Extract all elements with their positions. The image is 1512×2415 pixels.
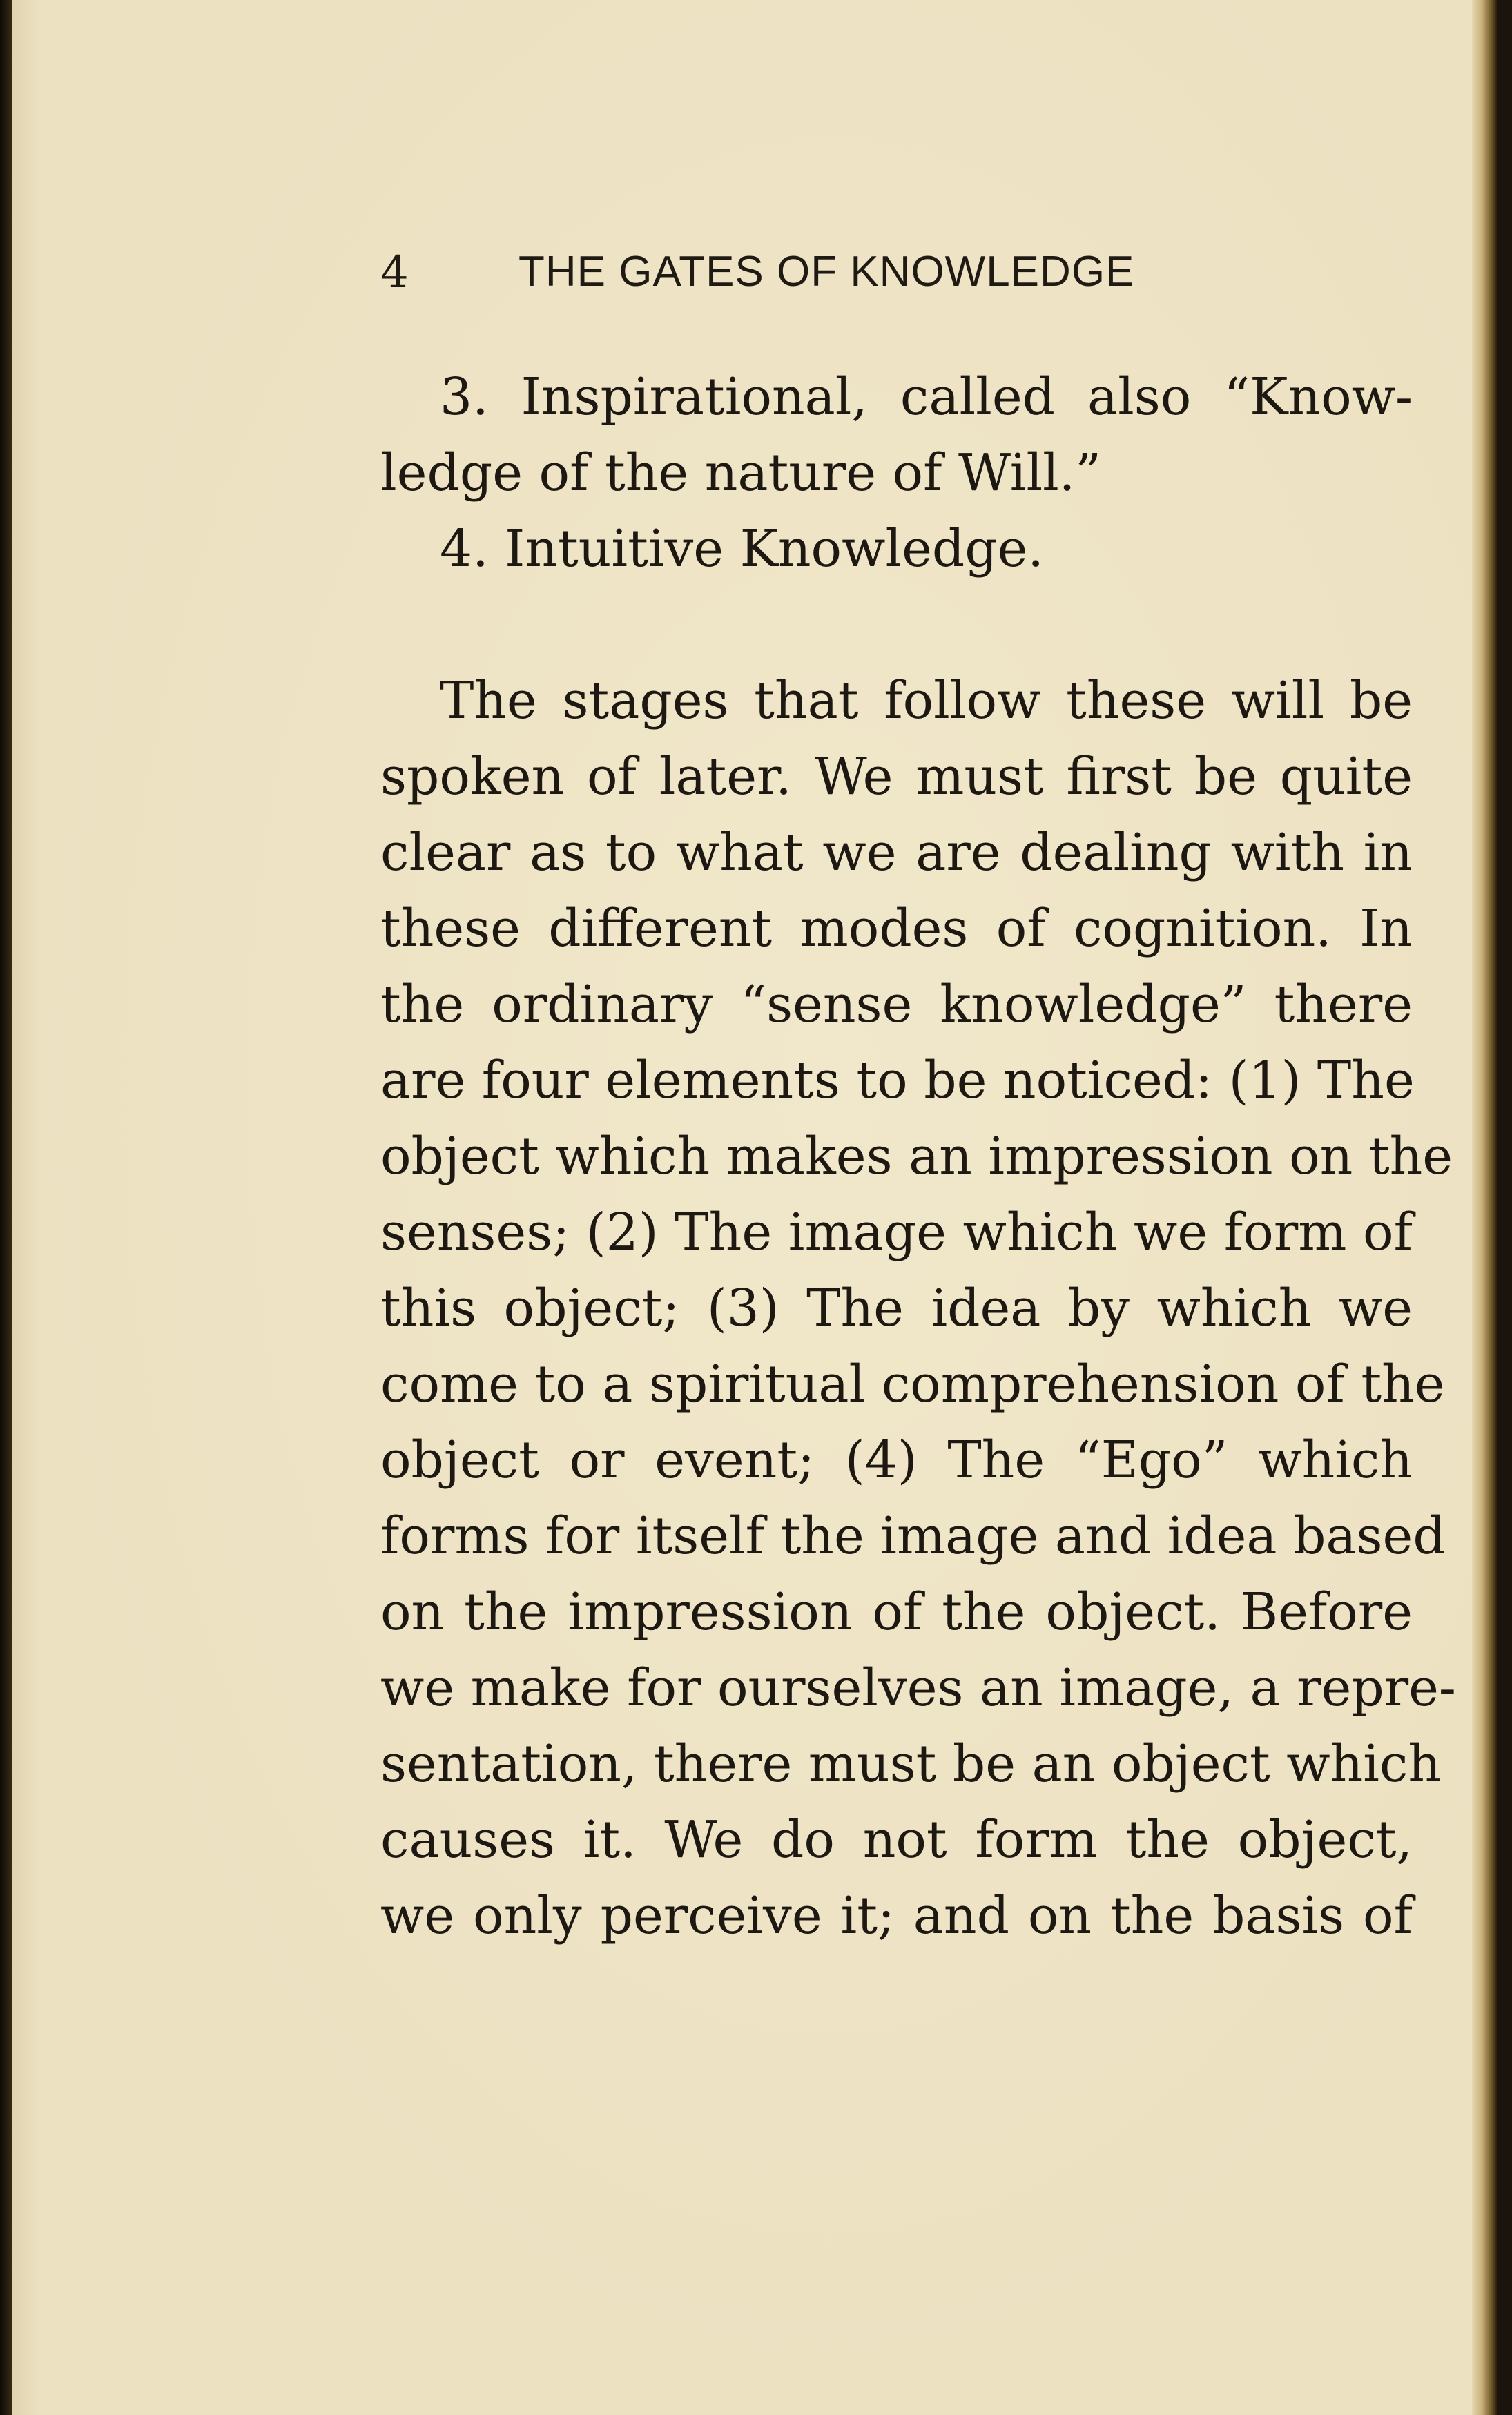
page-body (380, 359, 1456, 1954)
paragraph-gap (380, 587, 1416, 663)
text-line: ledge of the nature of Will.” (380, 443, 1102, 503)
book-gutter-shadow (0, 0, 12, 2415)
text-line: senses; (2) The image which we form of (380, 1203, 1413, 1262)
text-line: 3. Inspirational, called also “Know- (440, 367, 1413, 427)
text-line: these different modes of cognition. In (380, 899, 1413, 958)
text-line: causes it. We do not form the object, (380, 1810, 1413, 1870)
text-line: on the impression of the object. Before (380, 1582, 1413, 1642)
text-line: forms for itself the image and idea based (380, 1506, 1446, 1566)
text-line: object which makes an impression on the (380, 1127, 1453, 1186)
text-line: we only perceive it; and on the basis of (380, 1886, 1413, 1946)
page-edge (1472, 0, 1497, 2415)
text-line: sentation, there must be an object which (380, 1734, 1442, 1794)
text-line: come to a spiritual comprehension of the (380, 1355, 1445, 1414)
text-line: clear as to what we are dealing with in (380, 823, 1413, 882)
running-title: THE GATES OF KNOWLEDGE (518, 248, 1135, 295)
text-line: the ordinary “sense knowledge” there (380, 975, 1413, 1034)
text-line: this object; (3) The idea by which we (380, 1279, 1413, 1338)
text-line: we make for ourselves an image, a repre- (380, 1658, 1456, 1718)
text-line: 4. Intuitive Knowledge. (440, 519, 1044, 579)
book-page (12, 0, 1497, 2415)
text-line: object or event; (4) The “Ego” which (380, 1430, 1413, 1490)
text-line: spoken of later. We must first be quite (380, 747, 1413, 806)
text-line: The stages that follow these will be (440, 671, 1413, 730)
page-number: 4 (380, 247, 409, 298)
page-header (380, 247, 1292, 302)
text-line: are four elements to be noticed: (1) The (380, 1051, 1415, 1110)
